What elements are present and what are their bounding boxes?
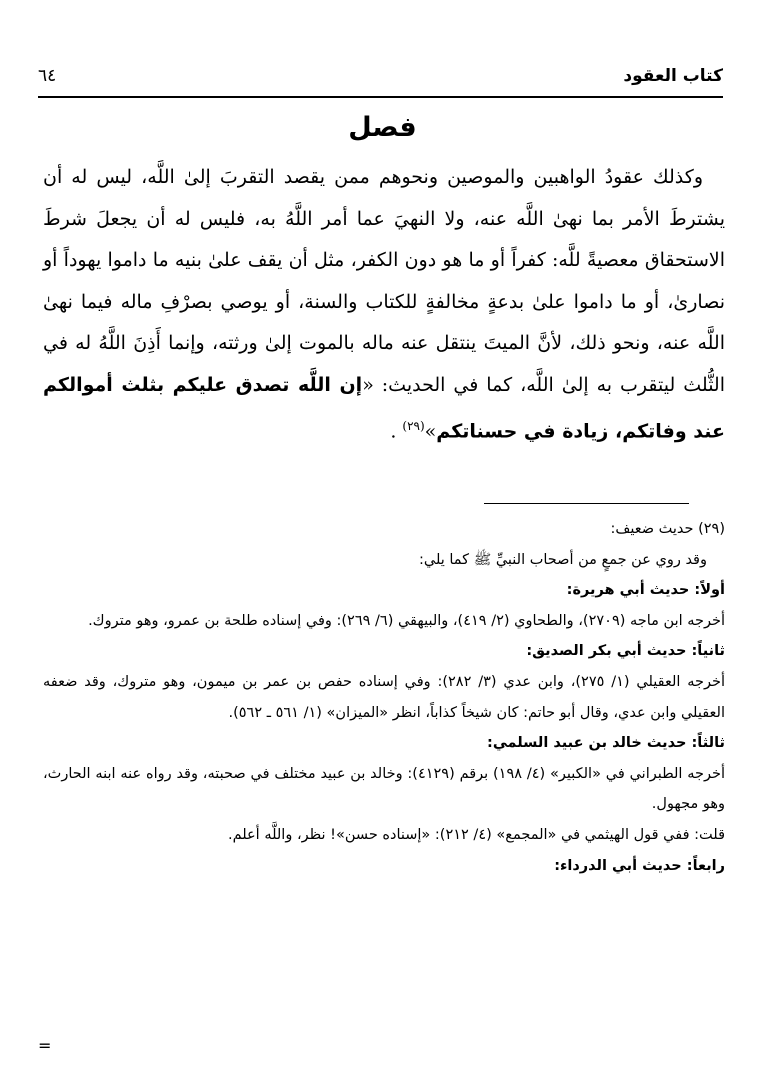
book-title: كتاب العقود (623, 66, 723, 86)
footnote-fourth-heading: رابعاً: حديث أبي الدرداء: (554, 857, 725, 874)
footnote-heading: (٢٩) حديث ضعيف: (610, 521, 725, 537)
hadith-quote: إن اللَّه تصدق عليكم بثلث أموالكم عند وفاتكم، زيادة في حسناتكم (43, 373, 725, 443)
footnote-first-heading: أولاً: حديث أبي هريرة: (566, 582, 725, 599)
footnote-third-body: أخرجه الطبراني في «الكبير» (٤/ ١٩٨) برقم (٤١٢٩): وخالد بن عبيد مختلف في صحبته، وقد رواه عنه ابنه الحارث، وهو مجهول. (43, 765, 725, 813)
footnotes (43, 514, 725, 881)
quote-close: » (424, 420, 437, 443)
section-heading: فصل (348, 112, 417, 143)
footnote-second-heading: ثانياً: حديث أبي بكر الصديق: (526, 643, 725, 660)
footnote-intro: وقد روي عن جمعٍ من أصحاب النبيِّ ﷺ كما يلي: (418, 551, 707, 568)
footnote-note: قلت: ففي قول الهيثمي في «المجمع» (٤/ ٢١٢): «إسناده حسن»! نظر، واللَّه أعلم. (227, 826, 725, 843)
running-header (38, 66, 723, 100)
header-rule (38, 96, 723, 98)
paragraph-text: وكذلك عقودُ الواهبين والموصين ونحوهم ممن يقصد التقربَ إلىٰ اللَّه، ليس له أن يشترطَ الأمر بما نهىٰ اللَّه عنه، ولا النهيَ عما أمر اللَّهُ به، فليس له أن يجعلَ شرطَ الاستحقاق معصيةً للَّه: كفراً أو ما هو دون الكفر، مثل أن يقف علىٰ بنيه ما داموا يهوداً أو نصارىٰ، أو ما داموا علىٰ بدعةٍ مخالفةٍ للكتاب والسنة، أو يوصي بصرْفِ ماله فيما نهىٰ اللَّه عنه، ونحو ذلك، لأنَّ الميتَ ينتقل عنه ماله بالموت إلىٰ ورثته، وإنما أَذِنَ اللَّهُ له في الثُّلث ليتقرب به إلىٰ اللَّه، كما في الحديث: « (43, 166, 726, 396)
footnote-second-body: أخرجه العقيلي (١/ ٢٧٥)، وابن عدي (٣/ ٢٨٢): وفي إسناده حفص بن عمر بن ميمون، وهو متروك، وقد ضعفه العقيلي وابن عدي، وقال أبو حاتم: كان شيخاً كذاباً، انظر «الميزان» (١/ ٥٦١ ـ ٥٦٢). (43, 673, 725, 721)
paragraph-end: . (390, 420, 397, 443)
page-continuation-mark: = (38, 1036, 52, 1055)
page-number: ٦٤ (38, 66, 57, 86)
footnote-first-body: أخرجه ابن ماجه (٢٧٠٩)، والطحاوي (٢/ ٤١٩)، والبيهقي (٦/ ٢٦٩): وفي إسناده طلحة بن عمرو، وهو متروك. (88, 612, 725, 629)
main-text (43, 157, 725, 453)
footnote-reference[interactable]: (٢٩) (402, 419, 425, 433)
footnote-separator (484, 503, 689, 504)
body-paragraph (43, 157, 725, 453)
footnote-third-heading: ثالثاً: حديث خالد بن عبيد السلمي: (487, 735, 725, 752)
